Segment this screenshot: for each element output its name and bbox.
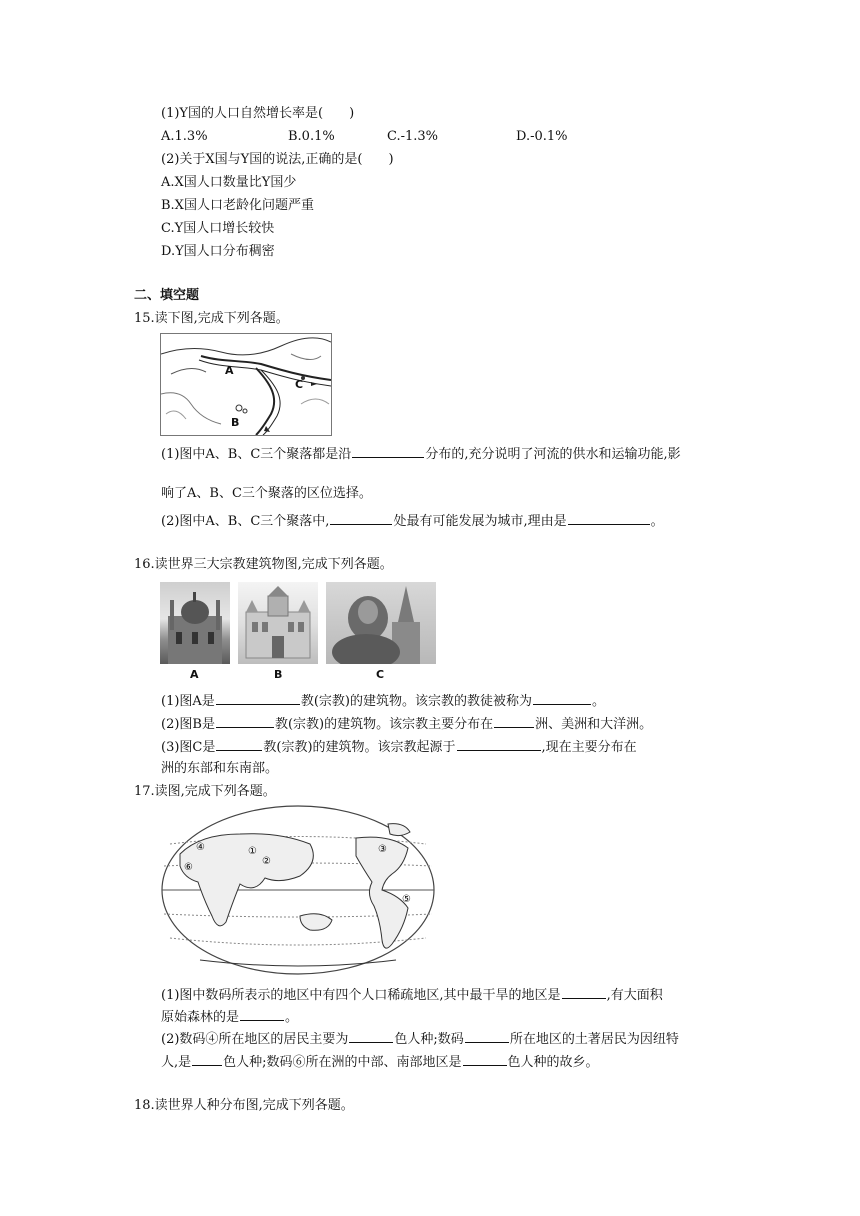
photo-label-a: A: [190, 668, 199, 681]
q14-option2-c[interactable]: C.Y国人口增长较快: [161, 221, 275, 236]
q16-blank-4[interactable]: [494, 715, 534, 728]
map-label-a: A: [225, 364, 234, 377]
photo-mosque: [160, 582, 230, 664]
q16-s2-text-c: 洲、美洲和大洋洲。: [535, 717, 653, 732]
q17-world-map: [160, 804, 436, 976]
temple-drawing: [326, 582, 436, 664]
q16-s3-text-c: ,现在主要分布在: [541, 740, 637, 755]
q16-stem: 16.读世界三大宗教建筑物图,完成下列各题。: [134, 557, 393, 572]
q16-s1-line: [161, 692, 605, 710]
map-number-3: ③: [378, 844, 387, 855]
q17-s2-text-c: 所在地区的土著居民为因纽特: [509, 1032, 679, 1047]
q15-s2-text-a: (2)图中A、B、C三个聚落中,: [161, 514, 330, 529]
q14-option2-a[interactable]: A.X国人口数量比Y国少: [161, 175, 297, 190]
photo-label-b: B: [274, 668, 283, 681]
q16-s3-text-b: 教(宗教)的建筑物。该宗教起源于: [263, 740, 456, 755]
q16-s2-line: [161, 715, 652, 733]
q15-s1-text-b: 分布的,充分说明了河流的供水和运输功能,影: [425, 447, 681, 462]
map-number-5: ⑤: [402, 894, 411, 905]
q17-s2-text-e: 色人种;数码⑥所在洲的中部、南部地区是: [223, 1055, 462, 1070]
q16-s2-text-b: 教(宗教)的建筑物。该宗教主要分布在: [274, 717, 494, 732]
section-heading: 二、填空题: [134, 288, 200, 303]
q17-s1-text-a: (1)图中数码所表示的地区中有四个人口稀疏地区,其中最干旱的地区是: [161, 988, 561, 1003]
q16-s3-text-d: 洲的东部和东南部。: [161, 761, 279, 776]
photo-buddhist-temple: [326, 582, 436, 664]
photo-church: [238, 582, 318, 664]
q17-s2-text-f: 色人种的故乡。: [507, 1055, 599, 1070]
q15-settlement-map: [160, 333, 332, 436]
q16-blank-3[interactable]: [216, 715, 274, 728]
q16-s2-text-a: (2)图B是: [161, 717, 215, 732]
map-number-1: ①: [248, 846, 257, 857]
q16-blank-1[interactable]: [216, 692, 300, 705]
q17-blank-5[interactable]: [192, 1053, 222, 1066]
q15-blank-2[interactable]: [330, 512, 392, 525]
q17-s1-line1: [161, 986, 663, 1004]
q17-s2-text-d: 人,是: [161, 1055, 192, 1070]
q18-stem: 18.读世界人种分布图,完成下列各题。: [134, 1098, 354, 1113]
q17-blank-6[interactable]: [463, 1053, 507, 1066]
q15-s2-text-b: 处最有可能发展为城市,理由是: [393, 514, 567, 529]
q17-s1-text-c: 原始森林的是: [161, 1010, 240, 1025]
q16-blank-5[interactable]: [216, 738, 262, 751]
q15-s1-text-a: (1)图中A、B、C三个聚落都是沿: [161, 447, 352, 462]
q14-option-c[interactable]: C.-1.3%: [387, 129, 439, 144]
q15-s2-line: [161, 512, 664, 530]
q16-s1-text-b: 教(宗教)的建筑物。该宗教的教徒被称为: [300, 694, 532, 709]
q16-s3-line: [161, 738, 637, 756]
q16-s1-text-a: (1)图A是: [161, 694, 215, 709]
map-label-c: C: [295, 378, 304, 391]
q17-blank-2[interactable]: [240, 1008, 284, 1021]
q15-s1-line1: [161, 445, 681, 463]
q14-sub1: (1)Y国的人口自然增长率是( ): [161, 106, 355, 121]
q14-option-a[interactable]: A.1.3%: [161, 129, 208, 144]
q14-option2-b[interactable]: B.X国人口老龄化问题严重: [161, 198, 314, 213]
q16-s1-text-c: 。: [591, 694, 605, 709]
q15-s1-text-c: 响了A、B、C三个聚落的区位选择。: [161, 486, 372, 501]
mosque-drawing: [160, 582, 230, 664]
map-label-b: B: [231, 416, 240, 429]
q17-s1-text-b: ,有大面积: [606, 988, 663, 1003]
q17-s1-line2: [161, 1008, 298, 1026]
q17-blank-4[interactable]: [465, 1030, 509, 1043]
q17-blank-1[interactable]: [562, 986, 606, 999]
q17-blank-3[interactable]: [349, 1030, 393, 1043]
q15-blank-1[interactable]: [352, 445, 424, 458]
q17-s2-line1: [161, 1030, 679, 1048]
church-drawing: [238, 582, 318, 664]
q16-s3-text-a: (3)图C是: [161, 740, 216, 755]
river-map-svg: [161, 334, 331, 435]
q17-s2-text-b: 色人种;数码: [394, 1032, 464, 1047]
q15-stem: 15.读下图,完成下列各题。: [134, 311, 289, 326]
photo-label-c: C: [376, 668, 385, 681]
q17-s2-text-a: (2)数码④所在地区的居民主要为: [161, 1032, 349, 1047]
map-number-6: ⑥: [184, 862, 193, 873]
q15-blank-3[interactable]: [568, 512, 650, 525]
q14-option-d[interactable]: D.-0.1%: [516, 129, 568, 144]
q14-option2-d[interactable]: D.Y国人口分布稠密: [161, 244, 275, 259]
q14-option-b[interactable]: B.0.1%: [288, 129, 335, 144]
world-map-svg: [160, 804, 436, 976]
q17-stem: 17.读图,完成下列各题。: [134, 784, 276, 799]
q17-s2-line2: [161, 1053, 599, 1071]
q16-blank-2[interactable]: [533, 692, 591, 705]
q14-sub2: (2)关于X国与Y国的说法,正确的是( ): [161, 152, 394, 167]
map-number-4: ④: [196, 842, 205, 853]
q15-s2-text-c: 。: [650, 514, 664, 529]
q16-blank-6[interactable]: [457, 738, 541, 751]
map-number-2: ②: [262, 856, 271, 867]
q17-s1-text-d: 。: [285, 1010, 299, 1025]
